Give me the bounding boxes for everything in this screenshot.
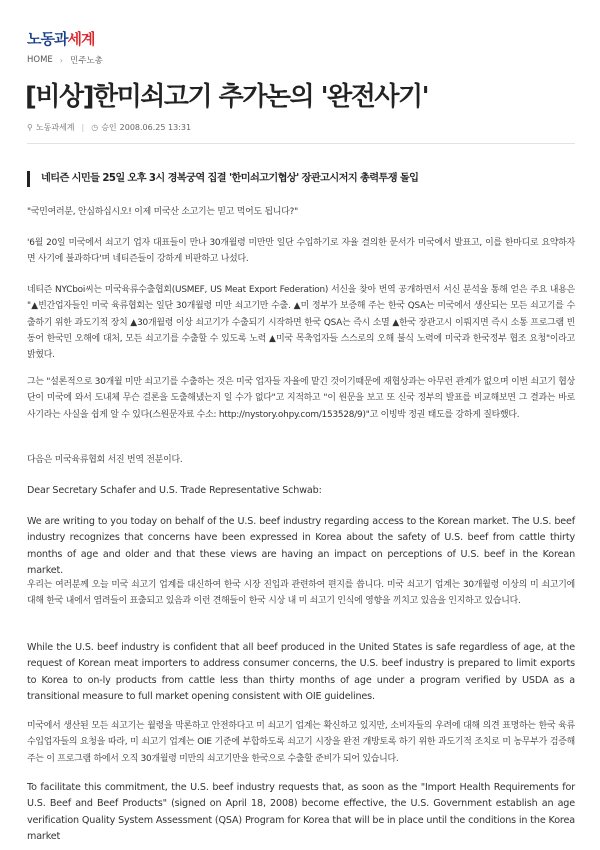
article-paragraph: We are writing to you today on behalf of the U.S. beef industry regarding access to the Korean market. The U.S. beef industry recognizes that concerns have been expressed in Korea about the safety of U.S. beef from cattle thirty months of age and older and that these views are having an impact on perceptions of U.S. beef in the Korean market.	[27, 516, 575, 576]
article-subtitle: 네티즌 시민들 25일 오후 3시 경복궁역 집결 '한미쇠고기협상' 장관고시저지 총력투쟁 돌입	[27, 171, 575, 187]
article-paragraph: 미국에서 생산된 모든 쇠고기는 월령을 막론하고 안전하다고 미 쇠고기 업계는 확신하고 있지만, 소비자들의 우려에 대해 의견 표명하는 한국 육류 수입업자들의 요청을 따라, 미 쇠고기 업계는 OIE 기준에 부합하도록 쇠고기 시장을 완전 개방토록 하기 위한 과도기적 조치로 미 농무부가 검증해 주는 이 프로그램 하에서 오직 30개월령 미만의 쇠고기만을 한국으로 수출할 준비가 되어 있습니다.	[27, 721, 575, 764]
meta-separator: |	[81, 123, 85, 132]
article-paragraph: 우리는 여러분께 오늘 미국 쇠고기 업계를 대신하여 한국 시장 진입과 관련하여 편지를 씁니다. 미국 쇠고기 업계는 30개월령 이상의 미 쇠고기에 대해 한국 내에서 염려들이 표출되고 있음과 이런 견해들이 한국 시상 내 미 쇠고기 인식에 영향을 끼치고 있음을 인지하고 있습니다.	[27, 580, 575, 607]
article-paragraph: "국민여러분, 안심하십시오! 이제 미국산 소고기는 믿고 먹어도 됩니다?"	[27, 207, 299, 217]
breadcrumb-home[interactable]: HOME	[27, 55, 53, 65]
article-paragraph: Dear Secretary Schafer and U.S. Trade Representative Schwab:	[27, 485, 322, 496]
clock-icon: ◷	[91, 123, 99, 132]
user-icon: ⚲	[27, 123, 33, 132]
article-paragraph: To facilitate this commitment, the U.S. beef industry requests that, as soon as the "Import Health Requirements for U.S. Beef and Beef Products" (signed on April 18, 2008) become effective, the U.S. Government establish an age verification Quality System Assessment (QSA) Program for Korea that will be in place until the conditions in the Korea market	[27, 782, 575, 842]
chevron-right-icon: ›	[59, 55, 63, 65]
article-author: 노동과세계	[35, 123, 75, 132]
article-paragraph: 네티즌 NYCboi씨는 미국육류수출협회(USMEF, US Meat Export Federation) 서신을 찾아 번역 공개하면서 서신 분석을 통해 얻은 주요 내용은 "▲빈간업자들인 미국 육류협회는 일단 30개월령 미만 쇠고기만 수출. ▲미 정부가 보증해 주는 한국 QSA는 미국에서 생산되는 모든 쇠고기를 수출하기 위한 과도기적 장치 ▲30개월령 이상 쇠고기가 수출되기 시작하면 한국 QSA는 즉시 소멸 ▲한국 장관고시 이뤄지면 즉시 소통 프로그램 빈동어 한국민 오해에 대처, 모든 쇠고기를 수출할 수 있도록 노력 ▲미국 목축업자들 스스로의 오해 불식 노력에 미국과 한국정부 협조 요청"이라고 밝혔다.	[27, 285, 575, 361]
article-title: [비상]한미쇠고기 추가논의 '완전사기'	[25, 82, 429, 112]
article-paragraph: 다음은 미국육류협회 서진 번역 전분이다.	[27, 455, 183, 465]
logo-text-part2: 세계	[67, 29, 95, 48]
logo-text-part1: 노동과	[27, 29, 68, 48]
article-paragraph: 그는 "설론적으로 30개월 미만 쇠고기를 수출하는 것은 미국 업자들 자율에 맡긴 것이기때문에 재협상과는 아무런 관계가 없으며 이번 쇠고기 협상단이 미국에 와서 도내체 무슨 걸론을 도출해냈는지 일 수가 없다"고 지적하고 "이 원문을 보고 또 신국 정부의 발표를 비교해보면 그 결과는 바로 사기라는 사실을 쉽게 알 수 있다(스원문자료 수소: http://nystory.ohpy.com/153528/9)"고 이빙박 정권 태도를 강하게 질타했다.	[27, 377, 575, 420]
site-logo[interactable]	[27, 29, 94, 47]
breadcrumb	[27, 54, 103, 66]
article-paragraph: While the U.S. beef industry is confident that all beef produced in the United States is safe regardless of age, at the request of Korean meat importers to address consumer concerns, the U.S. beef industry is prepared to limit exports to Korea to on-ly products from cattle less than thirty months of age under a program verified by USDA as a transitional measure to full market opening consistent with OIE guidelines.	[27, 642, 575, 702]
header-divider	[27, 143, 575, 144]
article-paragraph: '6월 20일 미국에서 쇠고기 업자 대표들이 만나 30개월령 미만만 일단 수입하기로 자율 결의한 문서가 미국에서 발표고, 이를 한마디로 요약하자면 사기에 불과하다'며 네티즌들이 강하게 비판하고 나섰다.	[27, 238, 575, 265]
breadcrumb-section[interactable]: 민주노총	[70, 56, 103, 66]
article-date: 2008.06.25 13:31	[119, 123, 192, 132]
article-meta	[27, 122, 191, 133]
article-status: 승인	[101, 123, 117, 132]
